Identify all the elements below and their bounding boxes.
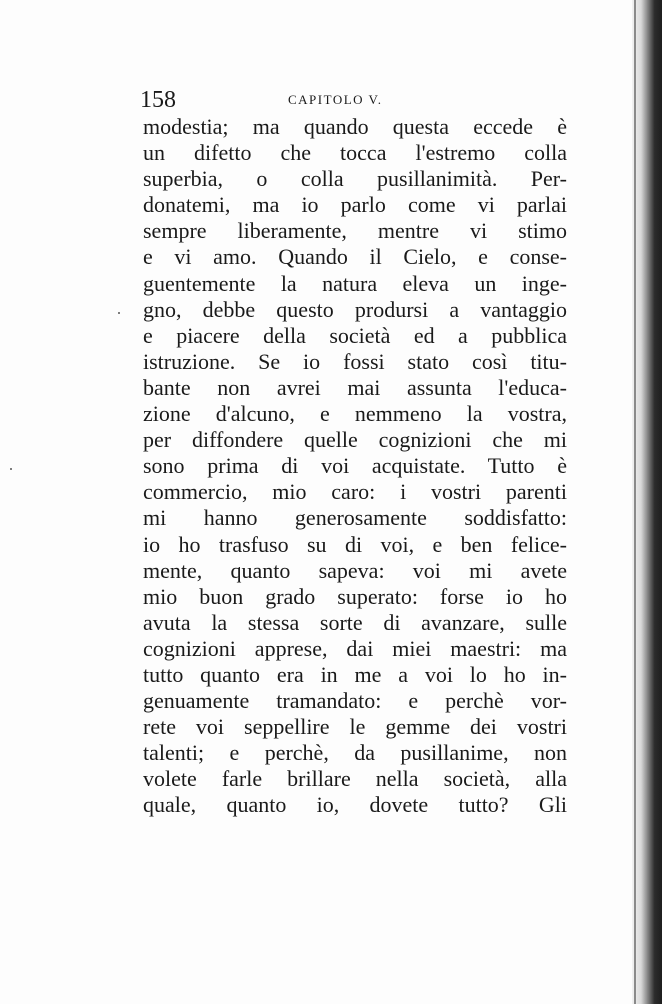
- text-line: commercio, mio caro: i vostri parenti: [143, 479, 567, 505]
- text-line: guentemente la natura eleva un inge-: [143, 270, 567, 296]
- text-line: genuamente tramandato: e perchè vor-: [143, 688, 567, 714]
- text-line: quale, quanto io, dovete tutto? Gli: [143, 792, 567, 818]
- running-head: CAPITOLO V.: [288, 92, 383, 107]
- text-line: volete farle brillare nella società, alla: [143, 766, 567, 792]
- text-line: superbia, o colla pusillanimità. Per-: [143, 166, 567, 192]
- text-line: per diffondere quelle cognizioni che mi: [143, 427, 567, 453]
- text-line: mi hanno generosamente soddisfatto:: [143, 505, 567, 531]
- page-edge-line: [634, 0, 636, 1004]
- page-header: [140, 86, 570, 116]
- body-text: [143, 114, 567, 819]
- text-line: rete voi seppellire le gemme dei vostri: [143, 714, 567, 740]
- page-number: 158: [140, 87, 176, 113]
- text-line: modestia; ma quando questa eccede è: [143, 114, 567, 139]
- text-line: gno, debbe questo prodursi a vantaggio: [143, 296, 567, 322]
- text-line: tutto quanto era in me a voi lo ho in-: [143, 661, 567, 687]
- page-edge-shadow: [632, 0, 662, 1004]
- text-line: io ho trasfuso su di voi, e ben felice-: [143, 531, 567, 557]
- text-line: mente, quanto sapeva: voi mi avete: [143, 557, 567, 583]
- text-line: e vi amo. Quando il Cielo, e conse-: [143, 244, 567, 270]
- text-line: mio buon grado superato: forse io ho: [143, 583, 567, 609]
- paper-speck: [10, 468, 12, 470]
- text-line: bante non avrei mai assunta l'educa-: [143, 374, 567, 400]
- text-line: e piacere della società ed a pubblica: [143, 322, 567, 348]
- text-line: sono prima di voi acquistate. Tutto è: [143, 453, 567, 479]
- text-line: avuta la stessa sorte di avanzare, sulle: [143, 609, 567, 635]
- paper-speck: [118, 312, 120, 314]
- text-line: zione d'alcuno, e nemmeno la vostra,: [143, 401, 567, 427]
- text-line: cognizioni apprese, dai miei maestri: ma: [143, 635, 567, 661]
- text-line: talenti; e perchè, da pusillanime, non: [143, 740, 567, 766]
- text-line: donatemi, ma io parlo come vi parlai: [143, 192, 567, 218]
- text-line: un difetto che tocca l'estremo colla: [143, 140, 567, 166]
- text-line: istruzione. Se io fossi stato così titu-: [143, 348, 567, 374]
- text-line: sempre liberamente, mentre vi stimo: [143, 218, 567, 244]
